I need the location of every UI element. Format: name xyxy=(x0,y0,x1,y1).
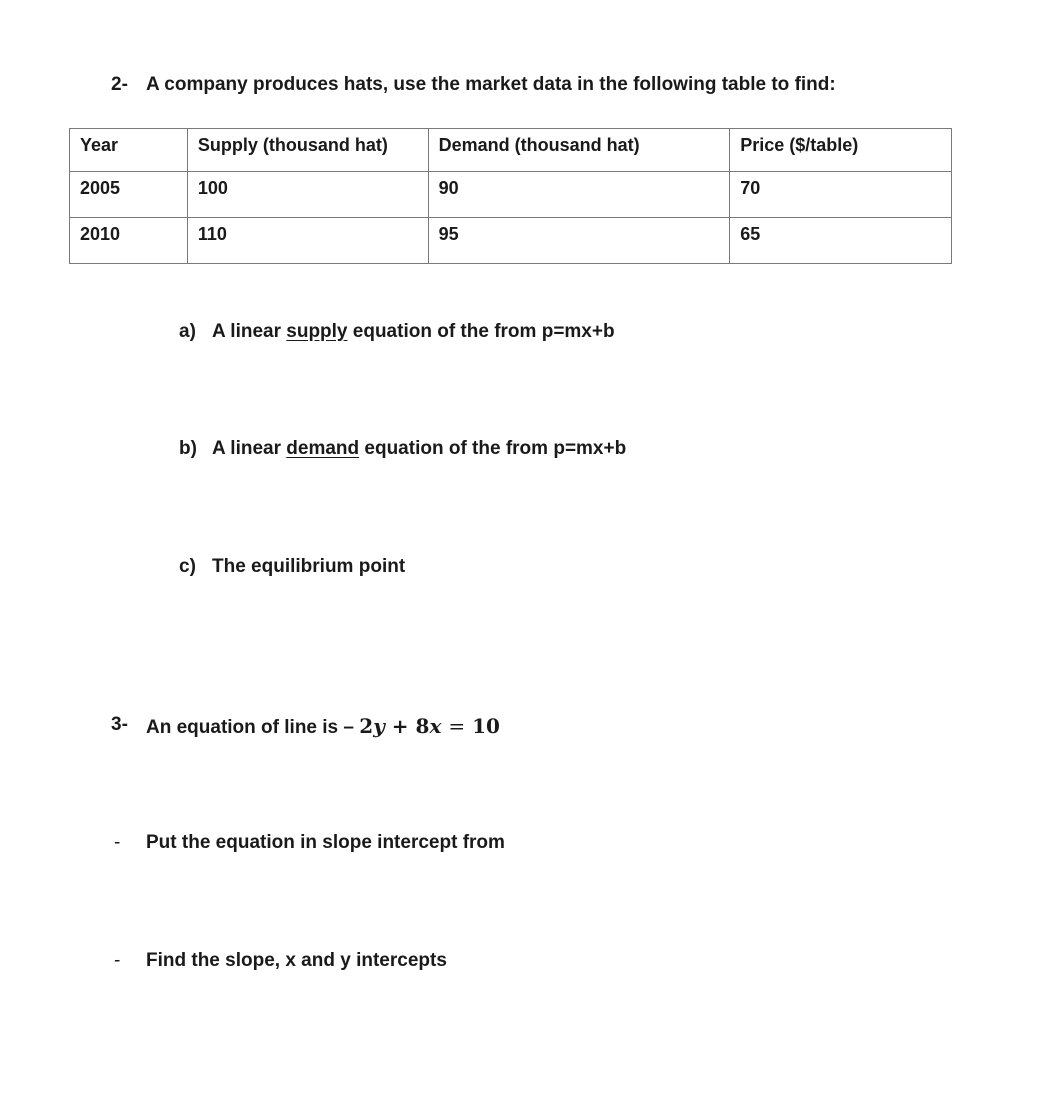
equation-var-y: y xyxy=(373,714,385,738)
line-equation xyxy=(359,714,500,738)
bullet-dash: - xyxy=(114,832,121,853)
bullet-text-find-slope: Find the slope, x and y intercepts xyxy=(146,950,447,971)
part-a-after: equation of the from p=mx+b xyxy=(347,321,615,342)
question-3-prompt: An equation of line is xyxy=(146,717,339,738)
cell-price: 70 xyxy=(730,172,952,218)
question-2-text: A company produces hats, use the market data in the following table to find: xyxy=(146,74,836,95)
question-2-number: 2- xyxy=(111,74,128,95)
equation-coef-x: 8 xyxy=(415,714,430,738)
equation-coef-y: 2 xyxy=(359,714,374,738)
table-header-row xyxy=(70,129,952,172)
market-data-table xyxy=(69,128,952,264)
header-demand: Demand (thousand hat) xyxy=(428,129,730,172)
part-b-before: A linear xyxy=(212,438,287,459)
equation-plus: + xyxy=(391,714,409,738)
part-b-text xyxy=(212,438,626,460)
table-row xyxy=(70,172,952,218)
cell-price: 65 xyxy=(730,218,952,264)
bullet-text-slope-intercept: Put the equation in slope intercept from xyxy=(146,832,505,853)
part-a-text xyxy=(212,321,615,343)
equation-minus: – xyxy=(343,717,354,738)
table-row xyxy=(70,218,952,264)
header-supply: Supply (thousand hat) xyxy=(187,129,428,172)
cell-supply: 110 xyxy=(187,218,428,264)
cell-supply: 100 xyxy=(187,172,428,218)
header-year: Year xyxy=(70,129,188,172)
question-3-number: 3- xyxy=(111,714,128,735)
cell-demand: 90 xyxy=(428,172,730,218)
bullet-dash: - xyxy=(114,950,121,971)
equation-equals: = xyxy=(448,714,466,738)
part-b-label: b) xyxy=(179,438,197,459)
header-price: Price ($/table) xyxy=(730,129,952,172)
equation-var-x: x xyxy=(429,714,442,738)
part-a-emphasis: supply xyxy=(286,321,348,342)
part-c-text: The equilibrium point xyxy=(212,556,406,577)
equation-rhs: 10 xyxy=(472,714,500,738)
part-a-label: a) xyxy=(179,321,196,342)
cell-year: 2010 xyxy=(70,218,188,264)
part-b-after: equation of the from p=mx+b xyxy=(359,438,627,459)
part-c-label: c) xyxy=(179,556,196,577)
part-a-before: A linear xyxy=(212,321,287,342)
cell-demand: 95 xyxy=(428,218,730,264)
part-b-emphasis: demand xyxy=(286,438,360,459)
cell-year: 2005 xyxy=(70,172,188,218)
question-3-text xyxy=(146,714,500,739)
